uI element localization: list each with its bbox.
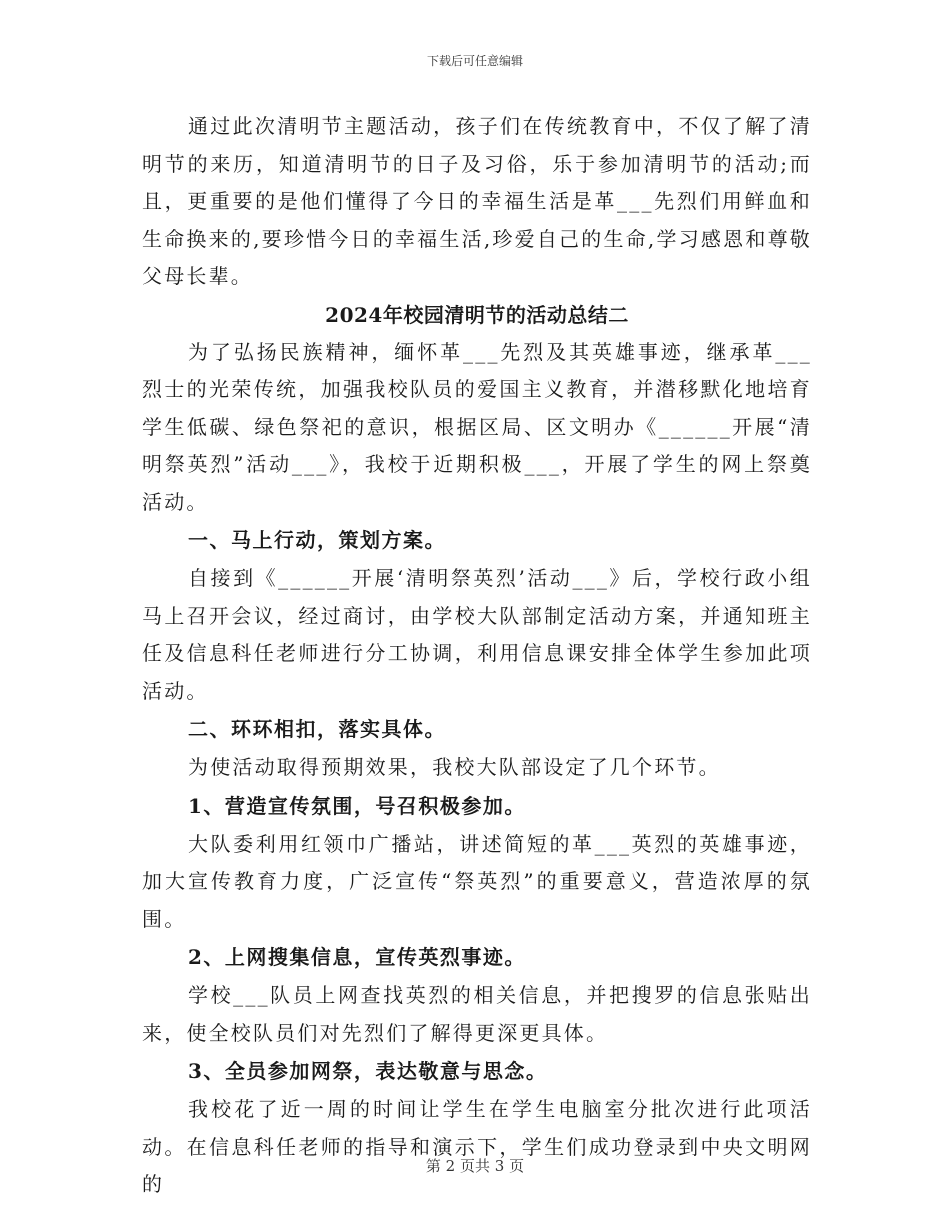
paragraph-purpose: 为了弘扬民族精神，缅怀革___先烈及其英雄事迹，继承革___烈士的光荣传统，加强我校队员的爱国主义教育，并潜移默化地培育学生低碳、绿色祭祀的意识，根据区局、区文明办《______开展“清明祭英烈”活动___》，我校于近期积极___，开展了学生的网上祭奠活动。 <box>142 339 812 514</box>
paragraph-steps-intro: 为使活动取得预期效果，我校大队部设定了几个环节。 <box>188 755 721 779</box>
paragraph-search: 学校___队员上网查找英烈的相关信息，并把搜罗的信息张贴出来，使全校队员们对先烈们了解得更深更具体。 <box>142 983 812 1045</box>
page-footer: 第 2 页共 3 页 <box>425 1157 525 1175</box>
paragraph-planning: 自接到《______开展‘清明祭英烈’活动___》后，学校行政小组马上召开会议，经过商讨，由学校大队部制定活动方案，并通知班主任及信息科任老师进行分工协调，利用信息课安排全体学生参加此项活动。 <box>142 566 812 703</box>
paragraph-online-tribute: 我校花了近一周的时间让学生在学生电脑室分批次进行此项活动。在信息科任老师的指导和演示下，学生们成功登录到中央文明网的 <box>142 1097 812 1196</box>
page-header: 下载后可任意编辑 <box>426 54 523 68</box>
section-title: 2024年校园清明节的活动总结二 <box>325 302 629 327</box>
paragraph-intro: 通过此次清明节主题活动，孩子们在传统教育中，不仅了解了清明节的来历，知道清明节的日子及习俗，乐于参加清明节的活动;而且，更重要的是他们懂得了今日的幸福生活是革___先烈们用鲜血和生命换来的,要珍惜今日的幸福生活,珍爱自己的生命,学习感恩和尊敬父母长辈。 <box>142 114 812 288</box>
document-body <box>142 108 812 1204</box>
heading-2: 二、环环相扣，落实具体。 <box>188 717 446 741</box>
heading-1: 一、马上行动，策划方案。 <box>188 528 446 552</box>
subheading-3: 3、全员参加网祭，表达敬意与思念。 <box>188 1059 548 1083</box>
paragraph-broadcast: 大队委利用红领巾广播站，讲述简短的革___英烈的英雄事迹，加大宣传教育力度，广泛宣传“祭英烈”的重要意义，营造浓厚的氛围。 <box>142 831 812 931</box>
subheading-1: 1、营造宣传氛围，号召积极参加。 <box>188 793 526 818</box>
subheading-2: 2、上网搜集信息，宣传英烈事迹。 <box>188 945 526 969</box>
